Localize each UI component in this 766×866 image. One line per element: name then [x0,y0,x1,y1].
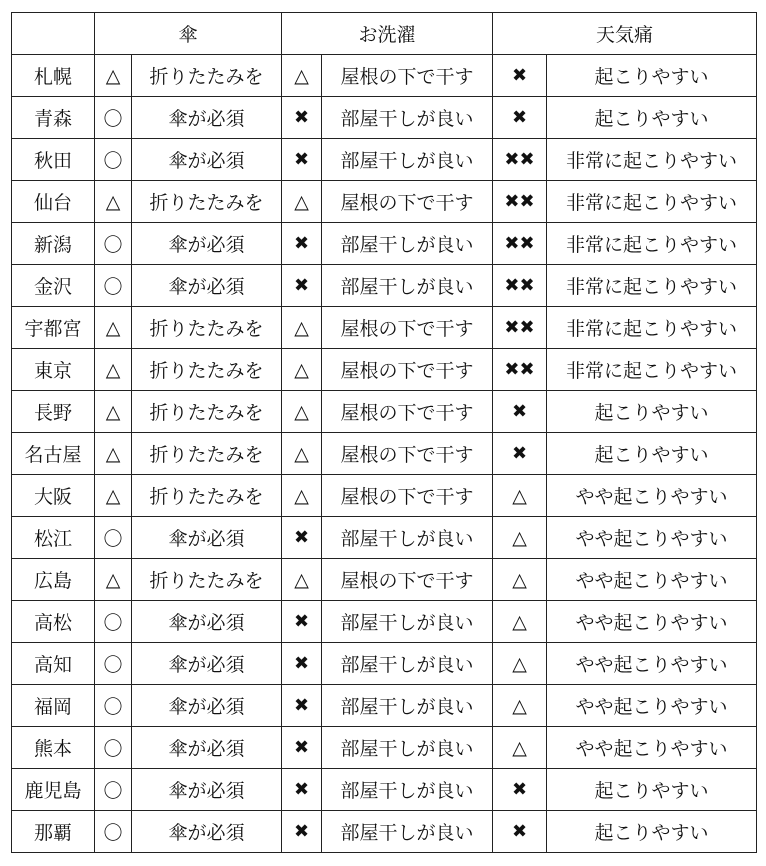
table-row [12,349,757,391]
header-corner [12,13,95,55]
laundry-symbol: △ [282,391,322,433]
headache-likelihood: 起こりやすい [547,811,757,853]
headache-symbol: △ [493,559,547,601]
table-row [12,475,757,517]
laundry-symbol: △ [282,55,322,97]
headache-likelihood: 非常に起こりやすい [547,265,757,307]
table-row [12,433,757,475]
umbrella-advice: 折りたたみを [132,55,282,97]
umbrella-symbol: 〇 [95,643,132,685]
laundry-symbol: ✖ [282,685,322,727]
laundry-symbol: ✖ [282,643,322,685]
laundry-symbol: ✖ [282,265,322,307]
headache-likelihood: 起こりやすい [547,391,757,433]
table-header [12,13,757,55]
umbrella-symbol: 〇 [95,265,132,307]
forecast-table [11,12,757,853]
city-cell: 松江 [12,517,95,559]
headache-likelihood: 非常に起こりやすい [547,349,757,391]
headache-symbol: ✖✖ [493,349,547,391]
table-row [12,559,757,601]
umbrella-symbol: 〇 [95,811,132,853]
headache-likelihood: 起こりやすい [547,55,757,97]
laundry-advice: 屋根の下で干す [322,475,493,517]
headache-symbol: △ [493,685,547,727]
headache-likelihood: 起こりやすい [547,433,757,475]
table-row [12,391,757,433]
table-row [12,265,757,307]
table-row [12,727,757,769]
laundry-advice: 部屋干しが良い [322,139,493,181]
headache-symbol: △ [493,643,547,685]
city-cell: 新潟 [12,223,95,265]
laundry-advice: 屋根の下で干す [322,559,493,601]
umbrella-symbol: △ [95,55,132,97]
laundry-symbol: ✖ [282,223,322,265]
laundry-advice: 部屋干しが良い [322,223,493,265]
laundry-advice: 部屋干しが良い [322,769,493,811]
city-cell: 那覇 [12,811,95,853]
laundry-symbol: △ [282,433,322,475]
laundry-advice: 屋根の下で干す [322,55,493,97]
laundry-advice: 屋根の下で干す [322,181,493,223]
headache-symbol: ✖ [493,769,547,811]
headache-symbol: ✖✖ [493,223,547,265]
city-cell: 秋田 [12,139,95,181]
laundry-advice: 部屋干しが良い [322,517,493,559]
headache-likelihood: やや起こりやすい [547,643,757,685]
laundry-symbol: ✖ [282,517,322,559]
table-row [12,685,757,727]
headache-symbol: ✖✖ [493,307,547,349]
headache-likelihood: やや起こりやすい [547,601,757,643]
headache-symbol: ✖✖ [493,139,547,181]
city-cell: 宇都宮 [12,307,95,349]
umbrella-advice: 傘が必須 [132,811,282,853]
headache-symbol: △ [493,475,547,517]
umbrella-advice: 傘が必須 [132,223,282,265]
city-cell: 高松 [12,601,95,643]
umbrella-symbol: 〇 [95,97,132,139]
headache-likelihood: やや起こりやすい [547,727,757,769]
headache-likelihood: 非常に起こりやすい [547,307,757,349]
table-row [12,517,757,559]
laundry-advice: 屋根の下で干す [322,307,493,349]
laundry-symbol: ✖ [282,769,322,811]
umbrella-advice: 傘が必須 [132,727,282,769]
laundry-symbol: △ [282,307,322,349]
header-headache: 天気痛 [493,13,757,55]
headache-symbol: △ [493,601,547,643]
umbrella-advice: 傘が必須 [132,139,282,181]
city-cell: 金沢 [12,265,95,307]
umbrella-symbol: △ [95,475,132,517]
table-row [12,769,757,811]
umbrella-symbol: △ [95,559,132,601]
table-row [12,811,757,853]
umbrella-symbol: 〇 [95,685,132,727]
umbrella-symbol: 〇 [95,517,132,559]
city-cell: 東京 [12,349,95,391]
umbrella-symbol: 〇 [95,727,132,769]
laundry-advice: 部屋干しが良い [322,265,493,307]
umbrella-symbol: 〇 [95,769,132,811]
city-cell: 熊本 [12,727,95,769]
laundry-advice: 部屋干しが良い [322,727,493,769]
umbrella-symbol: 〇 [95,223,132,265]
umbrella-symbol: △ [95,349,132,391]
headache-likelihood: 非常に起こりやすい [547,181,757,223]
umbrella-advice: 傘が必須 [132,685,282,727]
laundry-advice: 部屋干しが良い [322,811,493,853]
laundry-symbol: ✖ [282,97,322,139]
table-row [12,223,757,265]
city-cell: 福岡 [12,685,95,727]
table-row [12,97,757,139]
city-cell: 鹿児島 [12,769,95,811]
table-row [12,307,757,349]
laundry-advice: 部屋干しが良い [322,643,493,685]
laundry-advice: 部屋干しが良い [322,97,493,139]
city-cell: 高知 [12,643,95,685]
header-laundry: お洗濯 [282,13,493,55]
umbrella-symbol: △ [95,433,132,475]
headache-symbol: ✖ [493,433,547,475]
umbrella-symbol: 〇 [95,139,132,181]
city-cell: 札幌 [12,55,95,97]
headache-likelihood: やや起こりやすい [547,685,757,727]
laundry-symbol: △ [282,559,322,601]
headache-symbol: ✖✖ [493,265,547,307]
table-row [12,181,757,223]
umbrella-advice: 折りたたみを [132,349,282,391]
table-body [12,55,757,853]
headache-likelihood: 非常に起こりやすい [547,139,757,181]
laundry-symbol: ✖ [282,139,322,181]
table-row [12,139,757,181]
headache-likelihood: 起こりやすい [547,769,757,811]
umbrella-symbol: 〇 [95,601,132,643]
headache-symbol: ✖✖ [493,181,547,223]
umbrella-advice: 折りたたみを [132,391,282,433]
headache-likelihood: やや起こりやすい [547,517,757,559]
laundry-symbol: △ [282,349,322,391]
city-cell: 青森 [12,97,95,139]
umbrella-advice: 傘が必須 [132,769,282,811]
headache-symbol: ✖ [493,391,547,433]
umbrella-advice: 傘が必須 [132,601,282,643]
headache-symbol: ✖ [493,55,547,97]
headache-likelihood: 非常に起こりやすい [547,223,757,265]
laundry-advice: 屋根の下で干す [322,433,493,475]
table-row [12,601,757,643]
laundry-symbol: ✖ [282,811,322,853]
city-cell: 大阪 [12,475,95,517]
umbrella-advice: 折りたたみを [132,433,282,475]
city-cell: 長野 [12,391,95,433]
laundry-advice: 部屋干しが良い [322,601,493,643]
umbrella-advice: 傘が必須 [132,517,282,559]
city-cell: 名古屋 [12,433,95,475]
laundry-advice: 部屋干しが良い [322,685,493,727]
header-umbrella: 傘 [95,13,282,55]
umbrella-symbol: △ [95,181,132,223]
headache-likelihood: 起こりやすい [547,97,757,139]
umbrella-symbol: △ [95,391,132,433]
laundry-symbol: △ [282,475,322,517]
laundry-symbol: ✖ [282,727,322,769]
headache-symbol: ✖ [493,811,547,853]
umbrella-symbol: △ [95,307,132,349]
laundry-symbol: △ [282,181,322,223]
laundry-advice: 屋根の下で干す [322,349,493,391]
headache-symbol: ✖ [493,97,547,139]
city-cell: 仙台 [12,181,95,223]
laundry-advice: 屋根の下で干す [322,391,493,433]
umbrella-advice: 折りたたみを [132,307,282,349]
umbrella-advice: 傘が必須 [132,643,282,685]
headache-symbol: △ [493,517,547,559]
headache-likelihood: やや起こりやすい [547,475,757,517]
headache-likelihood: やや起こりやすい [547,559,757,601]
table-row [12,55,757,97]
laundry-symbol: ✖ [282,601,322,643]
umbrella-advice: 折りたたみを [132,181,282,223]
umbrella-advice: 傘が必須 [132,97,282,139]
header-row [12,13,757,55]
umbrella-advice: 折りたたみを [132,559,282,601]
city-cell: 広島 [12,559,95,601]
table-row [12,643,757,685]
umbrella-advice: 傘が必須 [132,265,282,307]
headache-symbol: △ [493,727,547,769]
umbrella-advice: 折りたたみを [132,475,282,517]
